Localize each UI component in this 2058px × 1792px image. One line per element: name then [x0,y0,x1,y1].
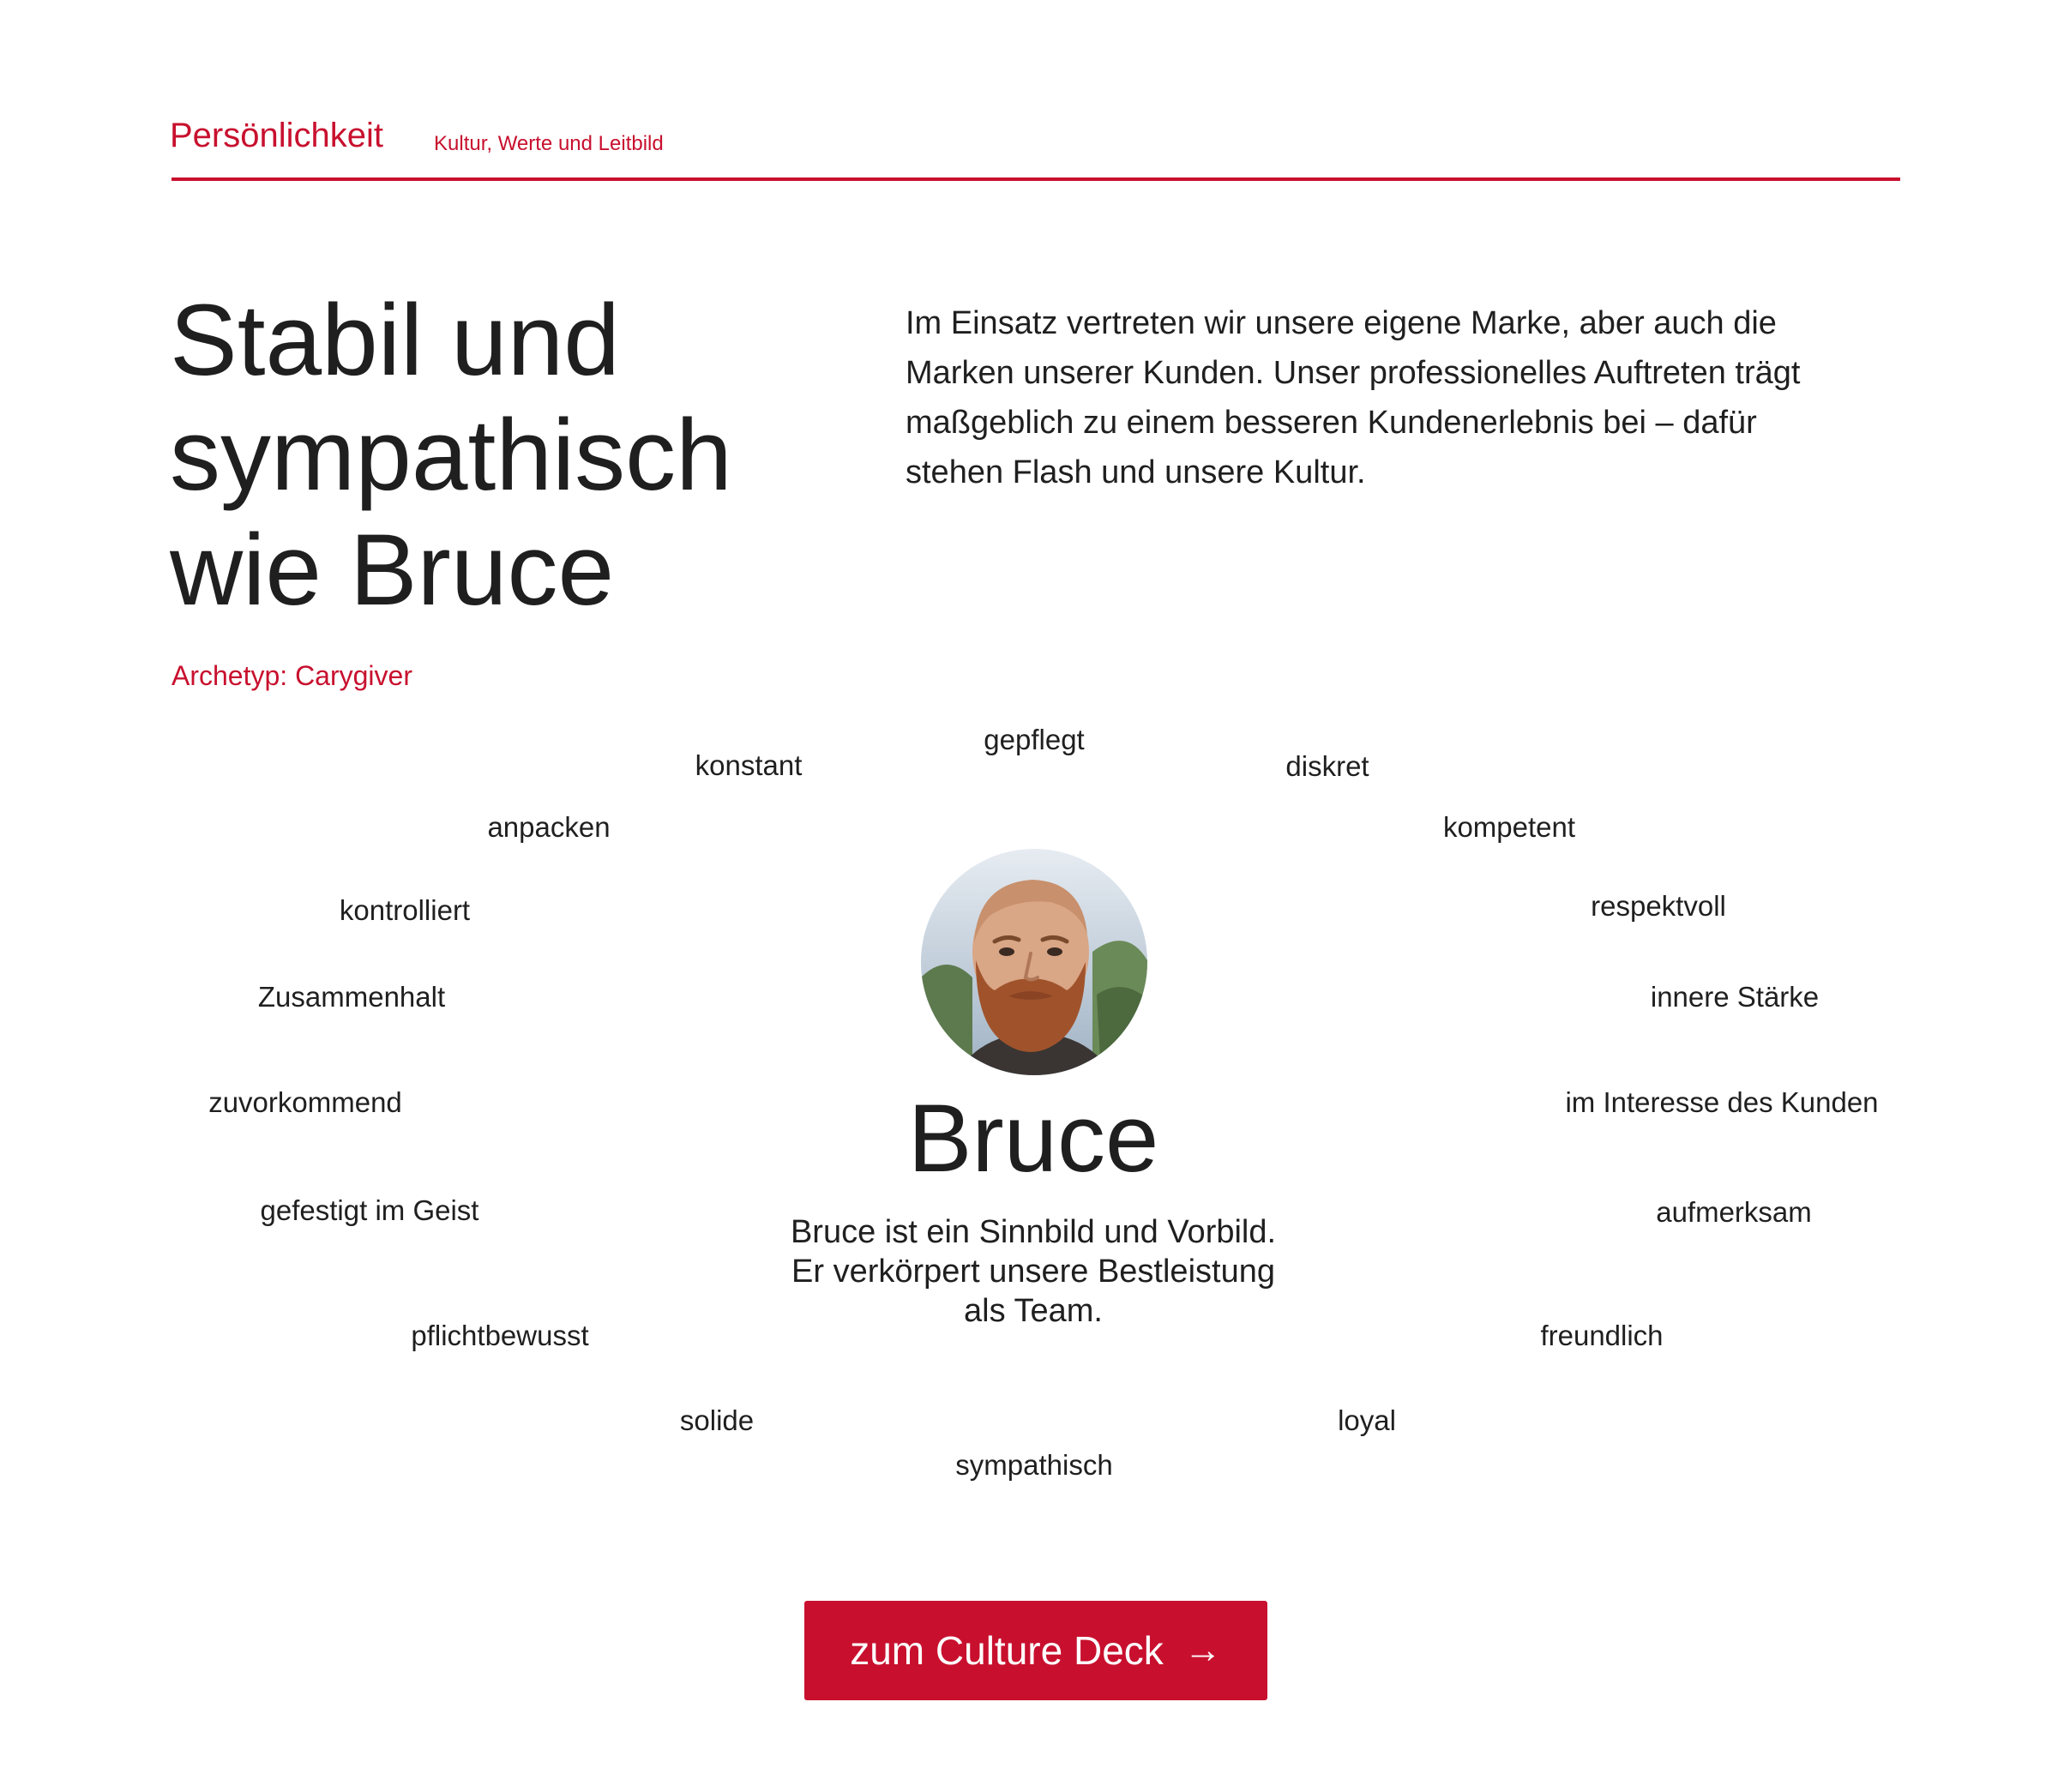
trait-anpacken: anpacken [487,811,611,843]
intro-line: Marken unserer Kunden. Unser professionelles Auftreten trägt [906,355,1801,391]
tagline-line: Er verkörpert unsere Bestleistung [791,1254,1275,1290]
intro-paragraph [906,298,1900,497]
tagline-line: Bruce ist ein Sinnbild und Vorbild. [790,1214,1277,1250]
intro-line: maßgeblich zu einem besseren Kundenerlebnis bei – dafür [906,405,1757,441]
section-subtitle: Kultur, Werte und Leitbild [434,132,664,155]
culture-deck-button[interactable] [804,1601,1267,1700]
trait-zusammenhalt: Zusammenhalt [257,981,446,1013]
trait-konstant: konstant [695,749,803,781]
profile-tagline [742,1212,1325,1331]
trait-loyal: loyal [1338,1404,1396,1436]
headline-line: sympathisch [170,399,732,512]
trait-gepflegt: gepflegt [984,724,1085,755]
trait-solide: solide [679,1404,755,1436]
trait-sympathisch: sympathisch [955,1449,1113,1481]
section-title: Persönlichkeit [170,117,384,154]
trait-respektvoll: respektvoll [1591,890,1726,922]
trait-zuvorkommend: zuvorkommend [208,1086,402,1118]
section-divider [172,177,1900,181]
trait-kontrolliert: kontrolliert [339,894,471,926]
trait-innere-staerke: innere Stärke [1650,981,1820,1013]
portrait-image [921,849,1147,1075]
trait-kompetent: kompetent [1442,811,1576,843]
trait-pflichtbewusst: pflichtbewusst [411,1320,589,1351]
archetype-label: Archetyp: Carygiver [172,660,412,691]
trait-im-interesse-des-kunden: im Interesse des Kunden [1565,1086,1879,1118]
trait-gefestigt-im-geist: gefestigt im Geist [260,1194,479,1226]
culture-deck-button-label: zum Culture Deck [850,1628,1164,1673]
arrow-right-icon: → [1183,1629,1222,1671]
headline-line: Stabil und [170,284,620,397]
intro-line: stehen Flash und unsere Kultur. [906,454,1366,490]
section-header [170,117,1900,182]
tagline-line: als Team. [964,1293,1103,1329]
headline-line: wie Bruce [170,514,615,627]
page-headline [170,283,821,628]
avatar [921,849,1147,1075]
trait-diskret: diskret [1285,750,1369,782]
trait-freundlich: freundlich [1540,1320,1664,1351]
profile-name: Bruce [907,1085,1159,1192]
trait-aufmerksam: aufmerksam [1656,1196,1812,1228]
intro-line: Im Einsatz vertreten wir unsere eigene Marke, aber auch die [906,305,1777,341]
